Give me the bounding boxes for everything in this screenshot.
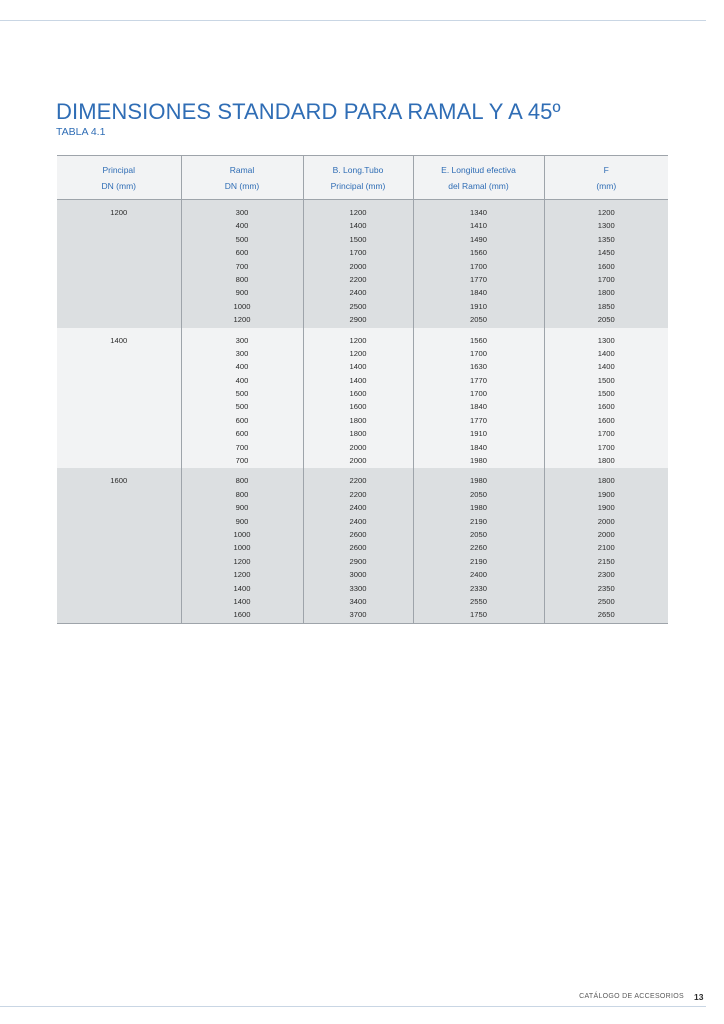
ramal-value: 400: [235, 362, 249, 372]
longitud-efectiva-value: 2050: [470, 315, 487, 325]
ramal-value: 500: [235, 234, 249, 244]
column-header-principal: Principal DN (mm): [57, 156, 181, 200]
cell-ramal: [181, 468, 303, 623]
f-value: 1850: [597, 301, 615, 311]
bottom-divider: [0, 1006, 706, 1007]
table-row-group: [57, 200, 668, 328]
long-tubo-value: 1600: [349, 389, 367, 399]
longitud-efectiva-value: 1700: [470, 348, 487, 358]
ramal-value: 1600: [233, 610, 251, 620]
top-divider: [0, 20, 706, 21]
longitud-efectiva-value: 1700: [470, 261, 487, 271]
f-value: 2500: [597, 596, 615, 606]
f-value: 1800: [597, 456, 615, 466]
long-tubo-value: 2600: [349, 543, 367, 553]
long-tubo-value: 1400: [349, 375, 367, 385]
cell-longitud-efectiva: [413, 200, 544, 328]
f-value: 1300: [597, 335, 615, 345]
longitud-efectiva-value: 1770: [470, 415, 487, 425]
f-value: 2300: [597, 570, 615, 580]
ramal-value: 900: [235, 503, 249, 513]
longitud-efectiva-value: 1980: [470, 476, 487, 486]
f-value: 2150: [597, 556, 615, 566]
f-value: 2050: [597, 315, 615, 325]
long-tubo-value: 1600: [349, 402, 367, 412]
cell-f: [544, 328, 668, 469]
cell-ramal: [181, 328, 303, 469]
longitud-efectiva-value: 1840: [470, 288, 487, 298]
f-value: 1350: [597, 234, 615, 244]
long-tubo-value: 1400: [349, 221, 367, 231]
ramal-value: 1400: [233, 583, 251, 593]
column-header-f: F (mm): [544, 156, 668, 200]
f-value: 2000: [597, 516, 615, 526]
ramal-value: 400: [235, 375, 249, 385]
long-tubo-value: 3300: [349, 583, 367, 593]
f-value: 1600: [597, 415, 615, 425]
longitud-efectiva-value: 1340: [470, 208, 487, 217]
ramal-value: 700: [235, 261, 249, 271]
principal-value: 1400: [110, 335, 128, 345]
f-value: 1400: [597, 348, 615, 358]
table-row-group: [57, 328, 668, 469]
page-title: DIMENSIONES STANDARD PARA RAMAL Y A 45º: [56, 99, 561, 124]
long-tubo-value: 2900: [349, 556, 367, 566]
f-value: 1300: [597, 221, 615, 231]
longitud-efectiva-value: 2330: [470, 583, 487, 593]
longitud-efectiva-value: 1910: [470, 429, 487, 439]
f-value: 1800: [597, 288, 615, 298]
ramal-value: 800: [235, 476, 249, 486]
longitud-efectiva-value: 1980: [470, 456, 487, 466]
page-number: 13: [694, 992, 704, 1002]
ramal-value: 900: [235, 288, 249, 298]
longitud-efectiva-value: 1490: [470, 234, 487, 244]
long-tubo-value: 2000: [349, 456, 367, 466]
ramal-value: 700: [235, 456, 249, 466]
longitud-efectiva-value: 1770: [470, 274, 487, 284]
f-value: 1500: [597, 389, 615, 399]
longitud-efectiva-value: 1980: [470, 503, 487, 513]
f-value: 2100: [597, 543, 615, 553]
cell-longitud-efectiva: [413, 328, 544, 469]
long-tubo-value: 1200: [349, 348, 367, 358]
column-header-longitud-efectiva: E. Longitud efectiva del Ramal (mm): [413, 156, 544, 200]
long-tubo-value: 1400: [349, 362, 367, 372]
long-tubo-value: 2400: [349, 503, 367, 513]
ramal-value: 300: [235, 348, 249, 358]
f-value: 1900: [597, 503, 615, 513]
longitud-efectiva-value: 1770: [470, 375, 487, 385]
ramal-value: 600: [235, 429, 249, 439]
long-tubo-value: 2200: [349, 476, 367, 486]
longitud-efectiva-value: 1630: [470, 362, 487, 372]
long-tubo-value: 2500: [349, 301, 367, 311]
f-value: 2350: [597, 583, 615, 593]
long-tubo-value: 3400: [349, 596, 367, 606]
ramal-value: 500: [235, 402, 249, 412]
longitud-efectiva-value: 2050: [470, 489, 487, 499]
column-header-ramal: Ramal DN (mm): [181, 156, 303, 200]
long-tubo-value: 1200: [349, 208, 367, 217]
cell-principal: [57, 200, 181, 328]
long-tubo-value: 3000: [349, 570, 367, 580]
ramal-value: 1000: [233, 543, 251, 553]
f-value: 1500: [597, 375, 615, 385]
f-value: 1600: [597, 402, 615, 412]
long-tubo-value: 2200: [349, 489, 367, 499]
ramal-value: 800: [235, 489, 249, 499]
long-tubo-value: 2200: [349, 274, 367, 284]
ramal-value: 1400: [233, 596, 251, 606]
column-header-long-tubo: B. Long.Tubo Principal (mm): [303, 156, 413, 200]
longitud-efectiva-value: 1840: [470, 442, 487, 452]
f-value: 1700: [597, 429, 615, 439]
f-value: 1450: [597, 248, 615, 258]
f-value: 2000: [597, 529, 615, 539]
longitud-efectiva-value: 2260: [470, 543, 487, 553]
cell-principal: [57, 468, 181, 623]
ramal-value: 1000: [233, 301, 251, 311]
dimensions-table: [57, 155, 668, 624]
long-tubo-value: 1800: [349, 415, 367, 425]
cell-long-tubo: [303, 200, 413, 328]
longitud-efectiva-value: 1750: [470, 610, 487, 620]
longitud-efectiva-value: 1700: [470, 389, 487, 399]
cell-longitud-efectiva: [413, 468, 544, 623]
ramal-value: 600: [235, 248, 249, 258]
f-value: 2650: [597, 610, 615, 620]
long-tubo-value: 2600: [349, 529, 367, 539]
longitud-efectiva-value: 2400: [470, 570, 487, 580]
ramal-value: 1200: [233, 570, 251, 580]
f-value: 1700: [597, 274, 615, 284]
ramal-value: 1200: [233, 556, 251, 566]
long-tubo-value: 2400: [349, 288, 367, 298]
ramal-value: 600: [235, 415, 249, 425]
f-value: 1400: [597, 362, 615, 372]
f-value: 1800: [597, 476, 615, 486]
long-tubo-value: 2900: [349, 315, 367, 325]
cell-long-tubo: [303, 328, 413, 469]
cell-ramal: [181, 200, 303, 328]
longitud-efectiva-value: 1910: [470, 301, 487, 311]
ramal-value: 1200: [233, 315, 251, 325]
table-caption: TABLA 4.1: [56, 126, 106, 138]
longitud-efectiva-value: 1410: [470, 221, 487, 231]
longitud-efectiva-value: 2550: [470, 596, 487, 606]
cell-f: [544, 468, 668, 623]
principal-value: 1600: [110, 476, 128, 486]
ramal-value: 300: [235, 335, 249, 345]
ramal-value: 400: [235, 221, 249, 231]
cell-principal: [57, 328, 181, 469]
f-value: 1600: [597, 261, 615, 271]
long-tubo-value: 1200: [349, 335, 367, 345]
f-value: 1700: [597, 442, 615, 452]
table-header-row: [57, 156, 668, 200]
cell-long-tubo: [303, 468, 413, 623]
footer-label: CATÁLOGO DE ACCESORIOS: [579, 993, 684, 1000]
long-tubo-value: 2400: [349, 516, 367, 526]
principal-value: 1200: [110, 208, 128, 217]
long-tubo-value: 2000: [349, 261, 367, 271]
longitud-efectiva-value: 1560: [470, 248, 487, 258]
long-tubo-value: 1700: [349, 248, 367, 258]
long-tubo-value: 1500: [349, 234, 367, 244]
table-row-group: [57, 468, 668, 623]
f-value: 1200: [597, 208, 615, 217]
long-tubo-value: 2000: [349, 442, 367, 452]
cell-f: [544, 200, 668, 328]
ramal-value: 1000: [233, 529, 251, 539]
ramal-value: 800: [235, 274, 249, 284]
f-value: 1900: [597, 489, 615, 499]
longitud-efectiva-value: 2190: [470, 516, 487, 526]
ramal-value: 300: [235, 208, 249, 217]
longitud-efectiva-value: 2190: [470, 556, 487, 566]
long-tubo-value: 3700: [349, 610, 367, 620]
ramal-value: 500: [235, 389, 249, 399]
longitud-efectiva-value: 1840: [470, 402, 487, 412]
long-tubo-value: 1800: [349, 429, 367, 439]
longitud-efectiva-value: 1560: [470, 335, 487, 345]
ramal-value: 900: [235, 516, 249, 526]
longitud-efectiva-value: 2050: [470, 529, 487, 539]
ramal-value: 700: [235, 442, 249, 452]
